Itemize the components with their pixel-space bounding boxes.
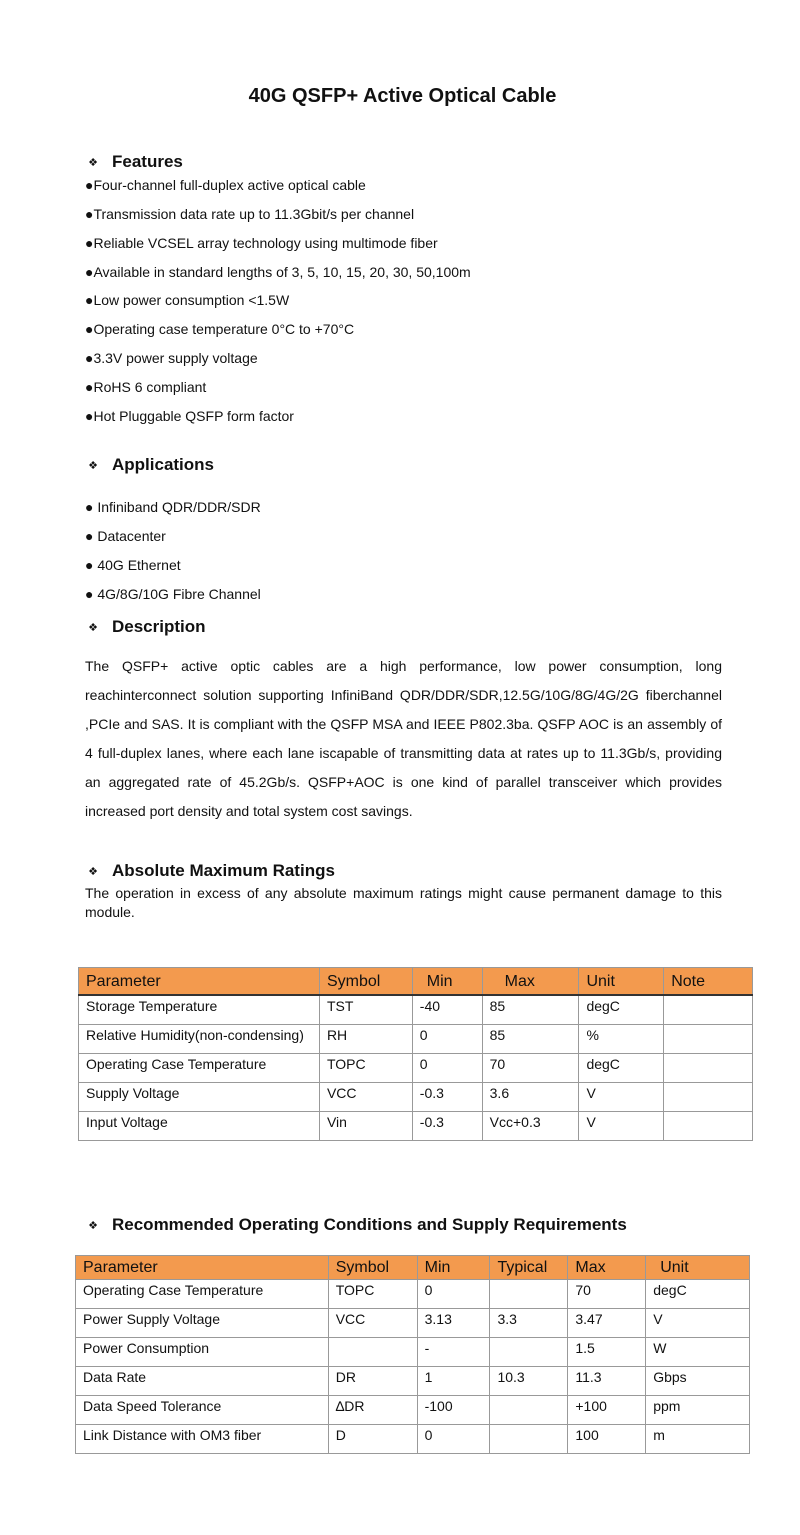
cell-symbol: DR — [328, 1367, 417, 1396]
table-row — [76, 1309, 750, 1338]
cell-note — [664, 1025, 753, 1054]
feature-item: ●Available in standard lengths of 3, 5, 10, 15, 20, 30, 50,100m — [85, 264, 471, 280]
header-parameter: Parameter — [79, 968, 320, 996]
cell-symbol: TOPC — [319, 1054, 412, 1083]
cell-symbol: TOPC — [328, 1280, 417, 1309]
header-min: Min — [412, 968, 482, 996]
cell-min: 0 — [412, 1025, 482, 1054]
cell-unit: V — [579, 1112, 664, 1141]
cell-min: - — [417, 1338, 490, 1367]
header-typical: Typical — [490, 1256, 568, 1280]
cell-max: Vcc+0.3 — [482, 1112, 579, 1141]
cell-parameter: Link Distance with OM3 fiber — [76, 1425, 329, 1454]
cell-unit: Gbps — [646, 1367, 750, 1396]
amr-heading — [85, 860, 335, 882]
header-max: Max — [482, 968, 579, 996]
header-unit: Unit — [646, 1256, 750, 1280]
cell-note — [664, 1083, 753, 1112]
feature-item: ●3.3V power supply voltage — [85, 350, 258, 366]
description-heading-label: Description — [112, 617, 206, 636]
recommended-operating-conditions-table — [75, 1255, 750, 1454]
cell-symbol: D — [328, 1425, 417, 1454]
cell-min: -0.3 — [412, 1112, 482, 1141]
cell-min: -40 — [412, 995, 482, 1025]
cell-min: 3.13 — [417, 1309, 490, 1338]
diamond-bullet-icon: ❖ — [88, 459, 98, 472]
cell-max: 1.5 — [568, 1338, 646, 1367]
cell-symbol: VCC — [328, 1309, 417, 1338]
cell-symbol: TST — [319, 995, 412, 1025]
cell-typical — [490, 1396, 568, 1425]
cell-min: 0 — [417, 1425, 490, 1454]
header-unit: Unit — [579, 968, 664, 996]
header-symbol: Symbol — [328, 1256, 417, 1280]
cell-symbol: ∆DR — [328, 1396, 417, 1425]
cell-max: 3.6 — [482, 1083, 579, 1112]
feature-item: ●Hot Pluggable QSFP form factor — [85, 408, 294, 424]
features-heading-label: Features — [112, 152, 183, 171]
cell-min: -0.3 — [412, 1083, 482, 1112]
cell-min: -100 — [417, 1396, 490, 1425]
roc-heading-label: Recommended Operating Conditions and Supply Requirements — [112, 1215, 627, 1234]
cell-min: 0 — [412, 1054, 482, 1083]
feature-item: ●RoHS 6 compliant — [85, 379, 207, 395]
feature-item: ●Reliable VCSEL array technology using multimode fiber — [85, 235, 438, 251]
cell-max: 3.47 — [568, 1309, 646, 1338]
cell-parameter: Operating Case Temperature — [76, 1280, 329, 1309]
table-row — [79, 1083, 753, 1112]
table-row — [76, 1425, 750, 1454]
table-row — [79, 1054, 753, 1083]
cell-max: 11.3 — [568, 1367, 646, 1396]
cell-unit: V — [646, 1309, 750, 1338]
table-row — [79, 1025, 753, 1054]
cell-unit: degC — [579, 995, 664, 1025]
table-row — [79, 1112, 753, 1141]
cell-parameter: Supply Voltage — [79, 1083, 320, 1112]
table-row — [76, 1280, 750, 1309]
cell-symbol — [328, 1338, 417, 1367]
cell-unit: W — [646, 1338, 750, 1367]
application-item: ● 4G/8G/10G Fibre Channel — [85, 586, 261, 602]
cell-parameter: Data Speed Tolerance — [76, 1396, 329, 1425]
cell-parameter: Power Consumption — [76, 1338, 329, 1367]
cell-symbol: Vin — [319, 1112, 412, 1141]
header-max: Max — [568, 1256, 646, 1280]
cell-unit: m — [646, 1425, 750, 1454]
diamond-bullet-icon: ❖ — [88, 1219, 98, 1232]
cell-max: 85 — [482, 995, 579, 1025]
cell-typical: 3.3 — [490, 1309, 568, 1338]
header-parameter: Parameter — [76, 1256, 329, 1280]
header-min: Min — [417, 1256, 490, 1280]
cell-typical: 10.3 — [490, 1367, 568, 1396]
cell-min: 1 — [417, 1367, 490, 1396]
cell-max: 100 — [568, 1425, 646, 1454]
table-row — [79, 995, 753, 1025]
amr-heading-label: Absolute Maximum Ratings — [112, 861, 335, 880]
feature-item: ●Transmission data rate up to 11.3Gbit/s per channel — [85, 206, 415, 222]
absolute-max-ratings-table — [78, 967, 753, 1141]
applications-heading-label: Applications — [112, 455, 215, 474]
cell-unit: ppm — [646, 1396, 750, 1425]
cell-typical — [490, 1425, 568, 1454]
cell-parameter: Power Supply Voltage — [76, 1309, 329, 1338]
diamond-bullet-icon: ❖ — [88, 865, 98, 878]
cell-parameter: Storage Temperature — [79, 995, 320, 1025]
table-header-row — [79, 968, 753, 996]
feature-item: ●Low power consumption <1.5W — [85, 292, 290, 308]
diamond-bullet-icon: ❖ — [88, 621, 98, 634]
cell-parameter: Operating Case Temperature — [79, 1054, 320, 1083]
table-row — [76, 1338, 750, 1367]
cell-parameter: Input Voltage — [79, 1112, 320, 1141]
cell-symbol: VCC — [319, 1083, 412, 1112]
page-title: 40G QSFP+ Active Optical Cable — [248, 85, 557, 107]
feature-item: ●Four-channel full-duplex active optical cable — [85, 177, 366, 193]
description-paragraph: The QSFP+ active optic cables are a high performance, low power consumption, long reachinterconnect solution supporting InfiniBand QDR/DDR/SDR,12.5G/10G/8G/4G/2G fiberchannel ,PCIe and SAS. It is compliant with the QSFP MSA and IEEE P802.3ba. QSFP AOC is an assembly of 4 full-duplex lanes, where each lane iscapable of transmitting data at rates up to 11.3Gb/s, providing an aggregated rate of 45.2Gb/s. QSFP+AOC is one kind of parallel transceiver which provides increased port density and total system cost savings. — [85, 658, 722, 819]
table-row — [76, 1367, 750, 1396]
amr-note: The operation in excess of any absolute maximum ratings might cause permanent damage to this module. — [85, 885, 722, 920]
cell-typical — [490, 1338, 568, 1367]
application-item: ● Infiniband QDR/DDR/SDR — [85, 499, 261, 515]
feature-item: ●Operating case temperature 0°C to +70°C — [85, 321, 355, 337]
roc-heading — [85, 1214, 627, 1236]
cell-note — [664, 1112, 753, 1141]
cell-parameter: Data Rate — [76, 1367, 329, 1396]
table-row — [76, 1396, 750, 1425]
description-heading — [85, 616, 206, 638]
application-item: ● Datacenter — [85, 528, 166, 544]
cell-parameter: Relative Humidity(non-condensing) — [79, 1025, 320, 1054]
cell-min: 0 — [417, 1280, 490, 1309]
diamond-bullet-icon: ❖ — [88, 156, 98, 169]
cell-unit: degC — [579, 1054, 664, 1083]
cell-max: 70 — [568, 1280, 646, 1309]
cell-note — [664, 995, 753, 1025]
cell-max: 85 — [482, 1025, 579, 1054]
applications-heading — [85, 454, 214, 476]
features-heading — [85, 151, 183, 173]
cell-symbol: RH — [319, 1025, 412, 1054]
header-note: Note — [664, 968, 753, 996]
cell-max: 70 — [482, 1054, 579, 1083]
cell-max: +100 — [568, 1396, 646, 1425]
application-item: ● 40G Ethernet — [85, 557, 181, 573]
cell-note — [664, 1054, 753, 1083]
table-header-row — [76, 1256, 750, 1280]
cell-unit: V — [579, 1083, 664, 1112]
cell-unit: degC — [646, 1280, 750, 1309]
header-symbol: Symbol — [319, 968, 412, 996]
cell-typical — [490, 1280, 568, 1309]
cell-unit: % — [579, 1025, 664, 1054]
